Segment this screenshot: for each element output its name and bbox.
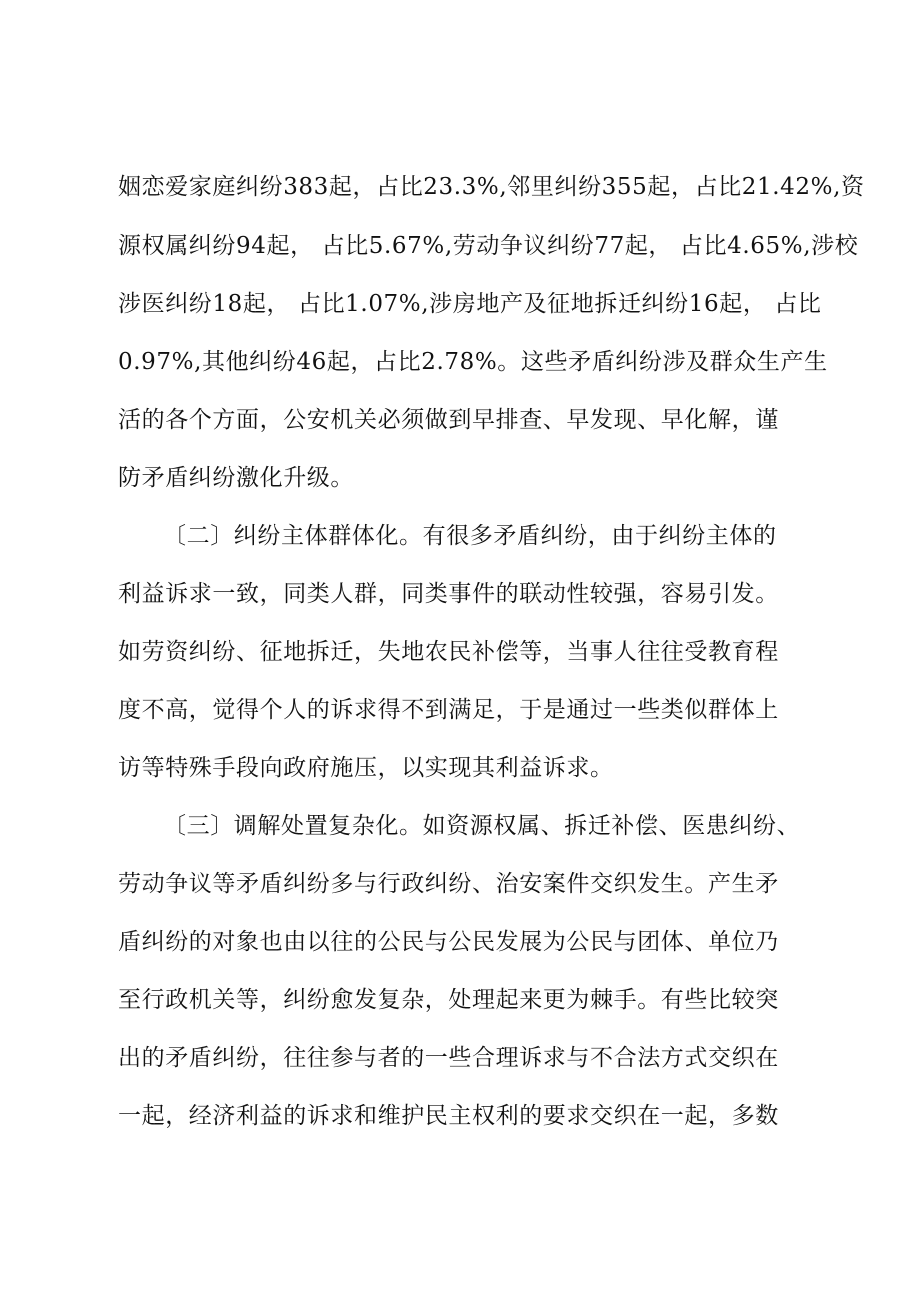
text-line: 一起，经济利益的诉求和维护民主权利的要求交织在一起，多数 [118,1103,779,1129]
text-line: 姻恋爱家庭纠纷383起，占比23.3%,邻里纠纷355起，占比21.42%,资 [118,174,865,200]
text-line: 访等特殊手段向政府施压，以实现其利益诉求。 [118,755,614,781]
text-line: 如劳资纠纷、征地拆迁，失地农民补偿等，当事人往往受教育程 [118,639,779,665]
text-line: 劳动争议等矛盾纠纷多与行政纠纷、治安案件交织发生。产生矛 [118,871,779,897]
text-line: 至行政机关等，纠纷愈发复杂，处理起来更为棘手。有些比较突 [118,987,779,1013]
text-line: 防矛盾纠纷激化升级。 [118,465,354,491]
text-line: 盾纠纷的对象也由以往的公民与公民发展为公民与团体、单位乃 [118,929,779,955]
text-line: 涉医纠纷18起， 占比1.07%,涉房地产及征地拆迁纠纷16起， 占比 [118,291,822,317]
text-line: 0.97%,其他纠纷46起，占比2.78%。这些矛盾纠纷涉及群众生产生 [118,349,828,375]
text-line: 度不高，觉得个人的诉求得不到满足，于是通过一些类似群体上 [118,697,779,723]
text-line: 活的各个方面，公安机关必须做到早排查、早发现、早化解，谨 [118,407,779,433]
section-heading-line: 〔三〕调解处置复杂化。如资源权属、拆迁补偿、医患纠纷、 [163,813,801,839]
section-heading-line: 〔二〕纠纷主体群体化。有很多矛盾纠纷，由于纠纷主体的 [163,523,777,549]
text-line: 利益诉求一致，同类人群，同类事件的联动性较强，容易引发。 [118,581,779,607]
text-line: 出的矛盾纠纷，往往参与者的一些合理诉求与不合法方式交织在 [118,1045,779,1071]
text-line: 源权属纠纷94起， 占比5.67%,劳动争议纠纷77起， 占比4.65%,涉校 [118,233,859,259]
